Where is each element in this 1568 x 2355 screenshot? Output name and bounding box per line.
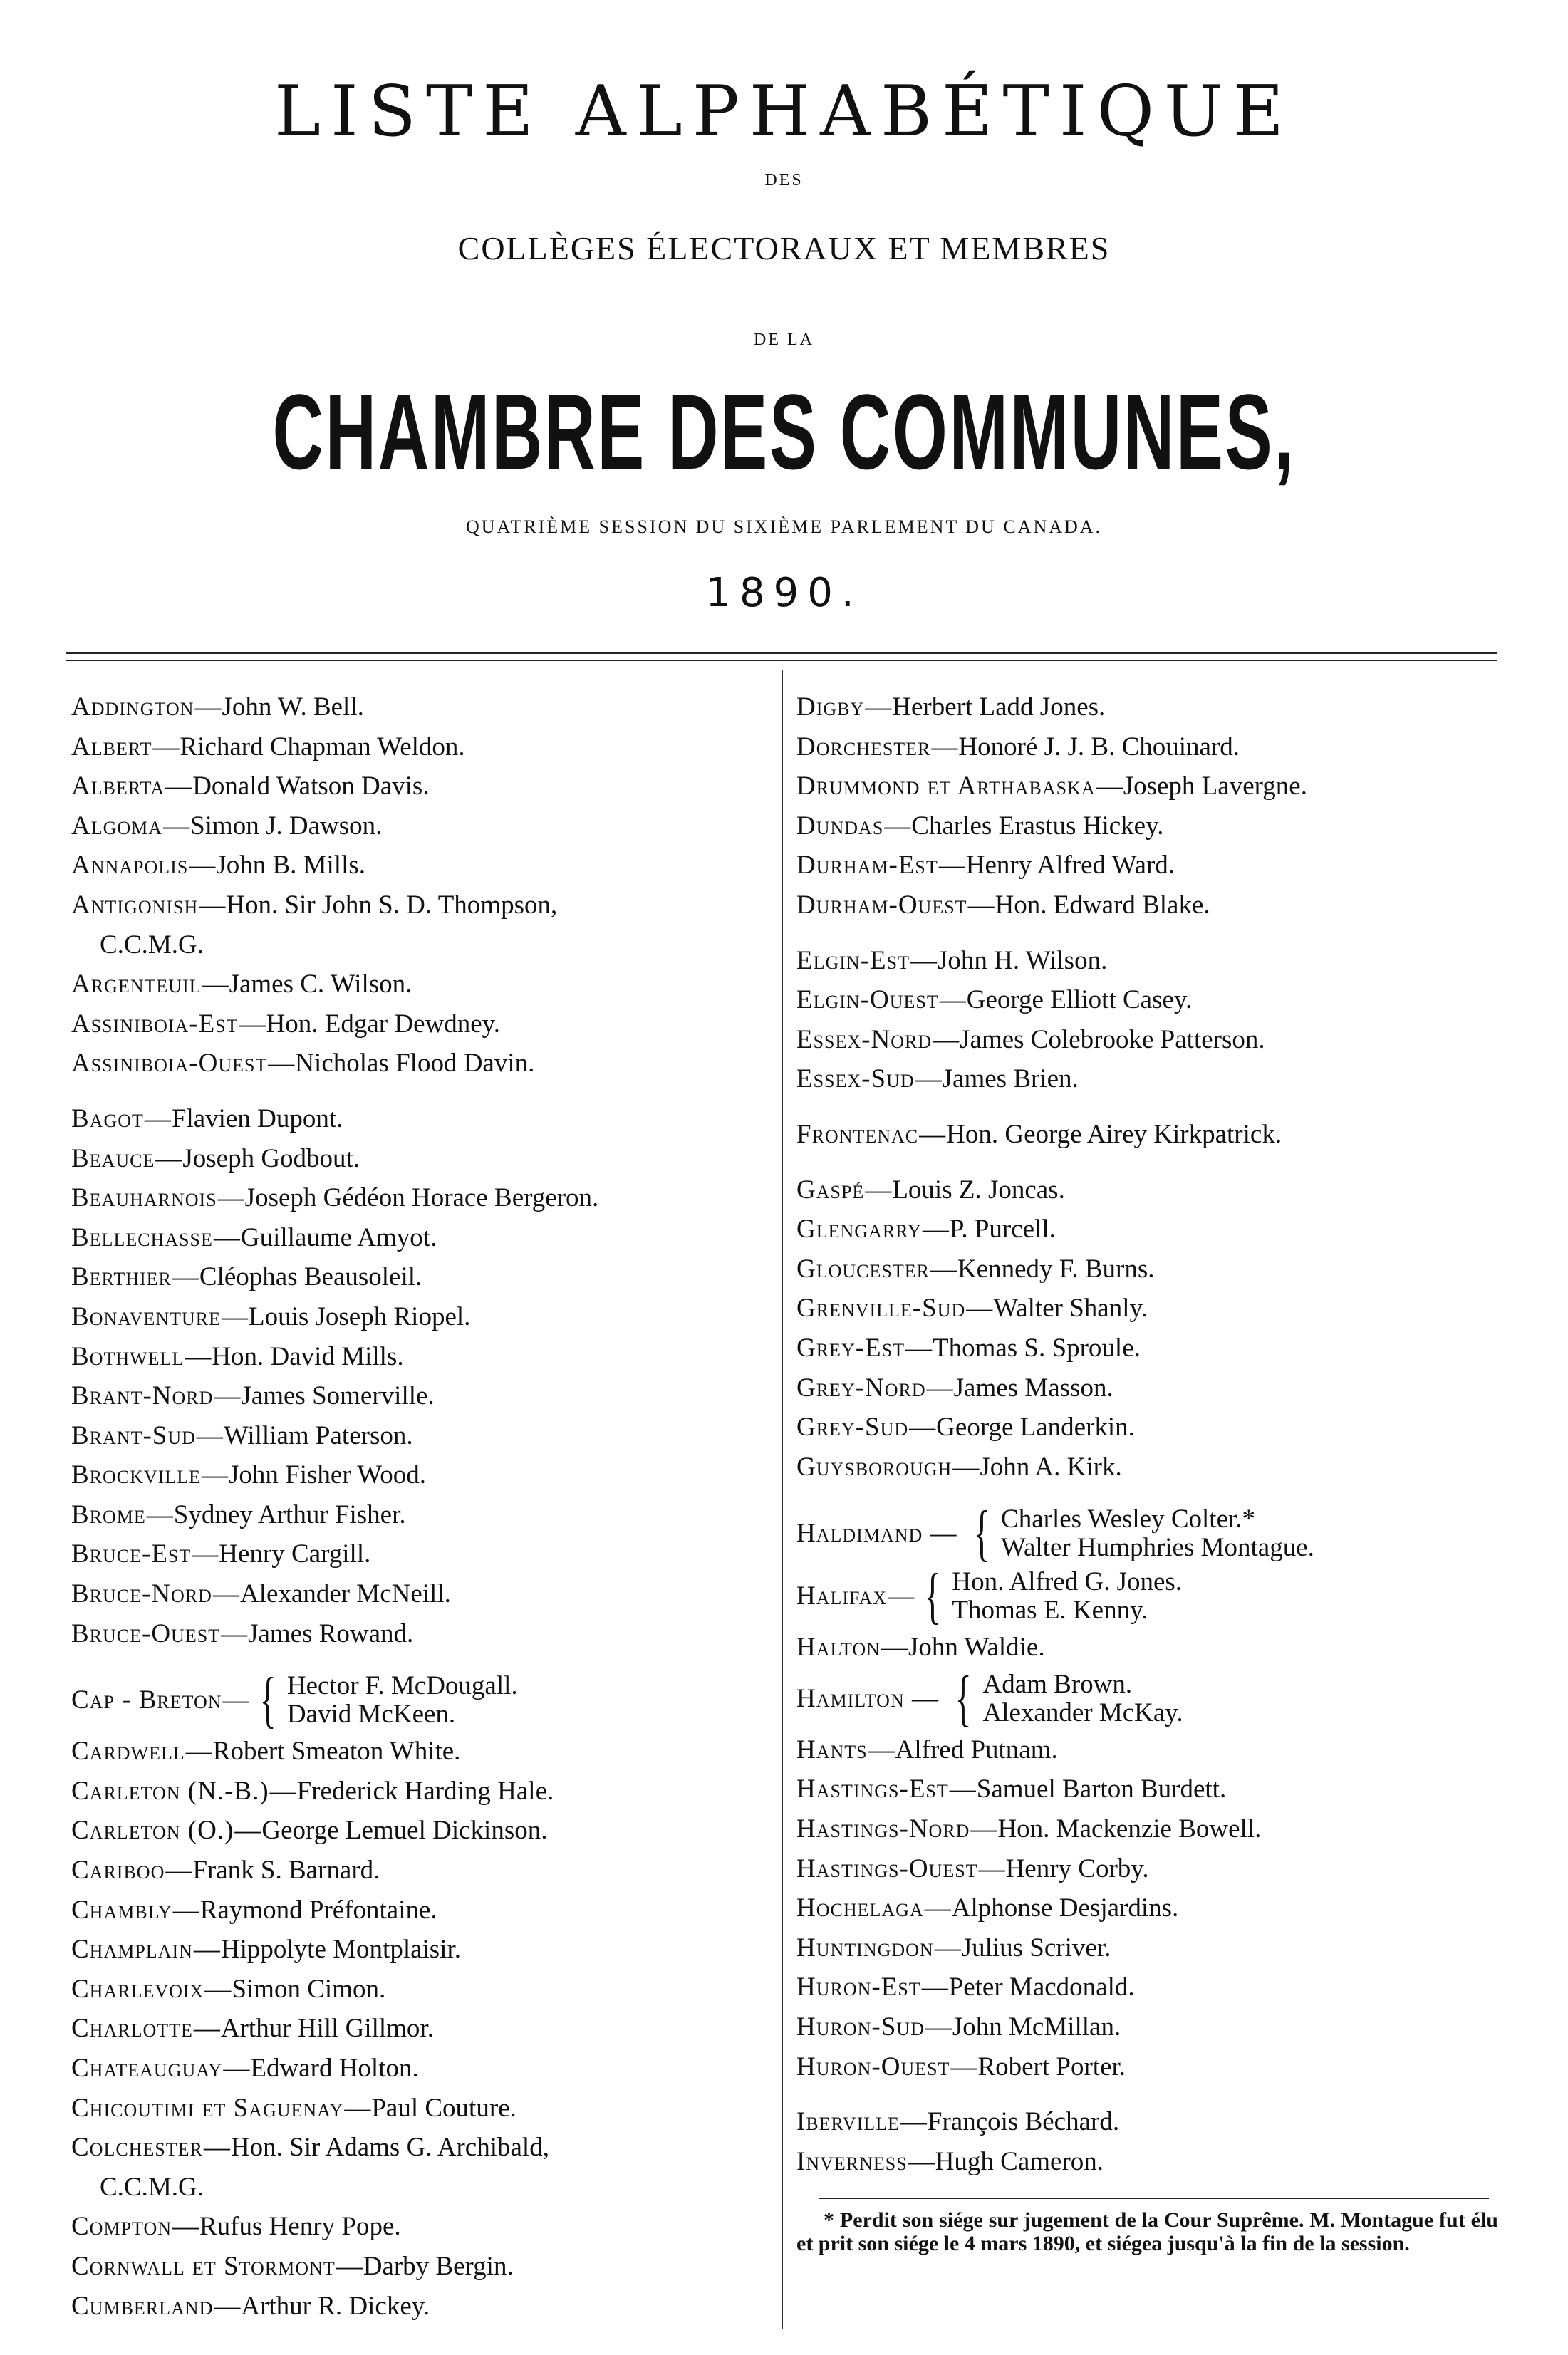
- list-item: Huron-Sud—John McMillan.: [796, 2012, 1121, 2042]
- constituency-name: Durham-Est: [796, 851, 938, 880]
- constituency-name: Charlotte: [71, 2014, 193, 2044]
- member-name: Thomas S. Sproule.: [932, 1333, 1141, 1363]
- constituency-name: Huron-Sud: [796, 2012, 925, 2042]
- list-item: Argenteuil—James C. Wilson.: [71, 969, 412, 999]
- list-item: Essex-Sud—James Brien.: [796, 1064, 1079, 1094]
- member-name: James Brien.: [942, 1064, 1079, 1094]
- constituency-name: Bothwell: [71, 1341, 185, 1371]
- constituency-name: Grey-Nord: [796, 1373, 926, 1403]
- list-item: Bonaventure—Louis Joseph Riopel.: [71, 1301, 471, 1331]
- constituency-name: Beauce: [71, 1143, 155, 1173]
- constituency-name: Dorchester: [796, 732, 931, 761]
- constituency-name: Chicoutimi et Saguenay: [71, 2093, 344, 2123]
- member-name: James Masson.: [953, 1373, 1113, 1403]
- constituency-name: Drummond et Arthabaska: [796, 771, 1096, 801]
- list-item: Antigonish—Hon. Sir John S. D. Thompson, C.C.M.G.: [71, 890, 558, 960]
- constituency-name: Champlain: [71, 1935, 193, 1965]
- member-name-continued: C.C.M.G.: [100, 930, 204, 960]
- member-name: Hon. David Mills.: [212, 1341, 404, 1371]
- constituency-name: Digby: [796, 692, 865, 722]
- title-line1: LISTE ALPHABÉTIQUE: [274, 71, 1294, 152]
- constituency-name: Hants: [796, 1735, 868, 1764]
- footnote: * Perdit son siége sur jugement de la Cour Suprême. M. Montague fut élu et prit son siége le 4 mars 1890, et siégea jusqu'à la fin de la session.: [796, 2208, 1498, 2255]
- list-item: Brant-Nord—James Somerville.: [71, 1381, 435, 1411]
- member-name: John A. Kirk.: [980, 1452, 1122, 1482]
- constituency-name: Gloucester: [796, 1254, 930, 1284]
- constituency-name: Cariboo: [71, 1856, 165, 1886]
- member-name: Alexander McKay.: [982, 1698, 1183, 1727]
- list-item: Berthier—Cléophas Beausoleil.: [71, 1262, 422, 1292]
- constituency-name: Durham-Ouest: [796, 890, 967, 920]
- constituency-name: Cardwell: [71, 1737, 185, 1767]
- member-name: Hon. Sir John S. D. Thompson,: [226, 890, 558, 920]
- list-item: Assiniboia-Est—Hon. Edgar Dewdney.: [71, 1009, 501, 1039]
- constituency-name: Hastings-Ouest: [796, 1854, 978, 1883]
- constituency-name: Guysborough: [796, 1452, 952, 1482]
- constituency-name: Bellechasse: [71, 1222, 213, 1252]
- member-name: William Paterson.: [223, 1420, 413, 1450]
- list-item: Bruce-Est—Henry Cargill.: [71, 1539, 371, 1569]
- constituency-name: Dundas: [796, 811, 884, 841]
- member-name: Charles Erastus Hickey.: [911, 811, 1164, 841]
- member-name: Hon. Edward Blake.: [995, 890, 1210, 920]
- constituency-name: Gaspé: [796, 1175, 865, 1205]
- member-name: Hector F. McDougall.: [286, 1671, 518, 1701]
- member-name: Robert Porter.: [977, 2052, 1126, 2081]
- member-name: Henry Cargill.: [219, 1539, 371, 1569]
- title-des: DES: [764, 171, 804, 189]
- list-item: Bellechasse—Guillaume Amyot.: [71, 1222, 437, 1252]
- list-item: Albert—Richard Chapman Weldon.: [71, 732, 465, 761]
- list-item: Guysborough—John A. Kirk.: [796, 1452, 1122, 1482]
- member-name: Louis Joseph Riopel.: [248, 1301, 471, 1331]
- list-item: Champlain—Hippolyte Montplaisir.: [71, 1935, 462, 1965]
- member-name: Hon. Edgar Dewdney.: [266, 1009, 501, 1039]
- list-item: Cornwall et Stormont—Darby Bergin.: [71, 2251, 514, 2281]
- constituency-name: Assiniboia-Est: [71, 1009, 239, 1039]
- constituency-name: Addington: [71, 692, 194, 722]
- list-item: Bruce-Nord—Alexander McNeill.: [71, 1579, 451, 1609]
- constituency-name: Frontenac: [796, 1119, 919, 1149]
- constituency-name: Algoma: [71, 811, 163, 841]
- list-item: Grey-Nord—James Masson.: [796, 1373, 1113, 1403]
- constituency-name: Carleton (N.-B.): [71, 1776, 269, 1806]
- member-name: Frank S. Barnard.: [192, 1856, 380, 1886]
- member-name: Arthur Hill Gillmor.: [220, 2014, 434, 2044]
- member-name: James Colebrooke Patterson.: [960, 1024, 1265, 1054]
- member-name: Arthur R. Dickey.: [241, 2291, 430, 2321]
- brace-glyph: {: [924, 1561, 941, 1631]
- member-name: Kennedy F. Burns.: [957, 1254, 1155, 1284]
- list-item: Beauharnois—Joseph Gédéon Horace Bergeron.: [71, 1183, 599, 1213]
- list-item: Cumberland—Arthur R. Dickey.: [71, 2291, 430, 2321]
- member-name: Joseph Gédéon Horace Bergeron.: [244, 1183, 599, 1213]
- list-item: Charlotte—Arthur Hill Gillmor.: [71, 2014, 434, 2044]
- member-name: John Fisher Wood.: [229, 1460, 426, 1490]
- member-name: James C. Wilson.: [229, 969, 412, 999]
- list-item: Drummond et Arthabaska—Joseph Lavergne.: [796, 771, 1307, 801]
- member-name: Frederick Harding Hale.: [296, 1776, 554, 1806]
- constituency-name: Annapolis: [71, 851, 189, 880]
- list-item: Hastings-Est—Samuel Barton Burdett.: [796, 1774, 1227, 1804]
- constituency-name: Antigonish: [71, 890, 199, 920]
- member-name: John McMillan.: [952, 2012, 1121, 2042]
- brace-glyph: {: [259, 1665, 276, 1735]
- list-item: Chicoutimi et Saguenay—Paul Couture.: [71, 2093, 516, 2123]
- column-divider: [782, 670, 783, 2329]
- member-name: Simon J. Dawson.: [190, 811, 383, 841]
- constituency-name: Brant-Sud: [71, 1420, 196, 1450]
- member-name: Alexander McNeill.: [239, 1579, 451, 1609]
- constituency-name: Berthier: [71, 1262, 172, 1292]
- member-name: George Landerkin.: [936, 1413, 1135, 1442]
- title-line3: CHAMBRE DES COMMUNES,: [272, 372, 1296, 492]
- member-name: Hon. Alfred G. Jones.: [952, 1567, 1183, 1597]
- member-name: Honoré J. J. B. Chouinard.: [958, 732, 1240, 761]
- member-name: John H. Wilson.: [937, 945, 1108, 975]
- list-item: Charlevoix—Simon Cimon.: [71, 1974, 386, 2004]
- constituency-name: Essex-Sud: [796, 1064, 915, 1094]
- member-name: George Lemuel Dickinson.: [261, 1816, 548, 1846]
- list-item: Gaspé—Louis Z. Joncas.: [796, 1175, 1065, 1205]
- member-name: John W. Bell.: [222, 692, 364, 722]
- constituency-name: Huron-Ouest: [796, 2052, 950, 2081]
- constituency-name: Huntingdon: [796, 1933, 934, 1962]
- list-item: Durham-Est—Henry Alfred Ward.: [796, 851, 1175, 880]
- header-rule-thick: [66, 652, 1497, 654]
- list-item: Dorchester—Honoré J. J. B. Chouinard.: [796, 732, 1240, 761]
- member-name: Joseph Godbout.: [182, 1143, 360, 1173]
- list-item: Gloucester—Kennedy F. Burns.: [796, 1254, 1155, 1284]
- constituency-name: Cumberland: [71, 2291, 214, 2321]
- constituency-name: Hamilton: [796, 1684, 905, 1714]
- member-name: Adam Brown.: [982, 1669, 1133, 1699]
- constituency-name: Bagot: [71, 1103, 144, 1133]
- member-name: Alphonse Desjardins.: [951, 1893, 1179, 1923]
- list-item: Beauce—Joseph Godbout.: [71, 1143, 360, 1173]
- right-column: [796, 687, 1498, 2181]
- title-line2: COLLÈGES ÉLECTORAUX ET MEMBRES: [457, 230, 1111, 266]
- list-item: Carleton (O.)—George Lemuel Dickinson.: [71, 1816, 548, 1846]
- constituency-name: Colchester: [71, 2133, 203, 2163]
- member-name: François Béchard.: [927, 2107, 1120, 2137]
- member-name: Robert Smeaton White.: [212, 1737, 461, 1767]
- constituency-name: Compton: [71, 2212, 172, 2242]
- constituency-name: Alberta: [71, 771, 165, 801]
- list-item: Hants—Alfred Putnam.: [796, 1735, 1058, 1764]
- member-name: Flavien Dupont.: [171, 1103, 343, 1133]
- member-name: James Somerville.: [241, 1381, 435, 1411]
- list-item: Digby—Herbert Ladd Jones.: [796, 692, 1106, 722]
- list-item: Cardwell—Robert Smeaton White.: [71, 1737, 461, 1767]
- constituency-name: Grey-Est: [796, 1333, 905, 1363]
- member-name: George Elliott Casey.: [966, 985, 1193, 1015]
- list-item: Assiniboia-Ouest—Nicholas Flood Davin.: [71, 1049, 535, 1078]
- constituency-name: Hastings-Est: [796, 1774, 949, 1804]
- list-item: Compton—Rufus Henry Pope.: [71, 2212, 401, 2242]
- constituency-name: Glengarry: [796, 1215, 922, 1244]
- member-name: Thomas E. Kenny.: [952, 1596, 1148, 1626]
- list-item: Hastings-Ouest—Henry Corby.: [796, 1854, 1149, 1883]
- list-item: Inverness—Hugh Cameron.: [796, 2146, 1104, 2176]
- list-item: Colchester—Hon. Sir Adams G. Archibald, C.C.M.G.: [71, 2133, 549, 2202]
- brace-glyph: {: [955, 1663, 972, 1733]
- constituency-name: Inverness: [796, 2146, 908, 2176]
- member-name: Henry Corby.: [1005, 1854, 1149, 1883]
- constituency-name: Chambly: [71, 1895, 172, 1925]
- left-column: [71, 687, 766, 2326]
- member-name: Peter Macdonald.: [948, 1972, 1135, 2002]
- member-name: Sydney Arthur Fisher.: [173, 1499, 406, 1529]
- constituency-name: Argenteuil: [71, 969, 202, 999]
- member-name: Louis Z. Joncas.: [892, 1175, 1065, 1205]
- constituency-name: Essex-Nord: [796, 1024, 933, 1054]
- list-item: Cariboo—Frank S. Barnard.: [71, 1856, 380, 1886]
- list-item: Grenville-Sud—Walter Shanly.: [796, 1294, 1148, 1324]
- list-item: Chateauguay—Edward Holton.: [71, 2054, 419, 2083]
- list-item: Hochelaga—Alphonse Desjardins.: [796, 1893, 1179, 1923]
- member-name: Hon. George Airey Kirkpatrick.: [946, 1119, 1282, 1149]
- member-name: Walter Humphries Montague.: [1001, 1533, 1314, 1563]
- list-item: Glengarry—P. Purcell.: [796, 1215, 1056, 1244]
- constituency-name: Chateauguay: [71, 2054, 223, 2083]
- list-item: Elgin-Est—John H. Wilson.: [796, 945, 1108, 975]
- member-name: Darby Bergin.: [363, 2251, 514, 2281]
- subtitle: QUATRIÈME SESSION DU SIXIÈME PARLEMENT DU CANADA.: [465, 516, 1103, 537]
- list-item: Grey-Sud—George Landerkin.: [796, 1413, 1135, 1442]
- year: 1890.: [705, 570, 863, 616]
- constituency-name: Hochelaga: [796, 1893, 924, 1923]
- member-name: Nicholas Flood Davin.: [295, 1049, 535, 1078]
- list-item: Hastings-Nord—Hon. Mackenzie Bowell.: [796, 1814, 1262, 1844]
- list-item: Halton—John Waldie.: [796, 1633, 1045, 1663]
- list-item: Algoma—Simon J. Dawson.: [71, 811, 383, 841]
- list-item: Bagot—Flavien Dupont.: [71, 1103, 343, 1133]
- list-item: Halifax — { Hon. Alfred G. Jones. Thomas E. Kenny.: [796, 1561, 1183, 1631]
- constituency-name: Bruce-Est: [71, 1539, 192, 1569]
- list-item: Grey-Est—Thomas S. Sproule.: [796, 1333, 1141, 1363]
- constituency-name: Albert: [71, 732, 152, 761]
- member-name: James Rowand.: [248, 1618, 414, 1648]
- constituency-name: Elgin-Ouest: [796, 985, 939, 1015]
- constituency-name: Bruce-Nord: [71, 1579, 212, 1609]
- constituency-name: Brockville: [71, 1460, 201, 1490]
- constituency-name: Huron-Est: [796, 1972, 921, 2002]
- member-name: Walter Shanly.: [993, 1294, 1148, 1324]
- member-name: Cléophas Beausoleil.: [199, 1262, 422, 1292]
- member-name: Edward Holton.: [250, 2054, 419, 2083]
- member-name: Rufus Henry Pope.: [199, 2212, 401, 2242]
- list-item: Dundas—Charles Erastus Hickey.: [796, 811, 1164, 841]
- list-item: Hamilton — { Adam Brown. Alexander McKay.: [796, 1663, 1183, 1733]
- constituency-name: Hastings-Nord: [796, 1814, 970, 1844]
- list-item: Addington—John W. Bell.: [71, 692, 364, 722]
- member-name: John B. Mills.: [216, 851, 366, 880]
- constituency-name: Cornwall et Stormont: [71, 2251, 336, 2281]
- list-item: Haldimand — { Charles Wesley Colter.* Walter Humphries Montague.: [796, 1499, 1314, 1569]
- header-rule-thin: [66, 660, 1497, 661]
- member-name: Alfred Putnam.: [895, 1735, 1058, 1764]
- list-item: Brant-Sud—William Paterson.: [71, 1420, 413, 1450]
- member-name: Simon Cimon.: [232, 1974, 386, 2004]
- member-name-continued: C.C.M.G.: [100, 2172, 204, 2202]
- constituency-name: Brant-Nord: [71, 1381, 214, 1411]
- member-name: Joseph Lavergne.: [1123, 771, 1307, 801]
- constituency-name: Carleton (O.): [71, 1816, 234, 1846]
- list-item: Bothwell—Hon. David Mills.: [71, 1341, 404, 1371]
- constituency-name: Iberville: [796, 2107, 900, 2137]
- constituency-name: Bonaventure: [71, 1301, 221, 1331]
- list-item: Huntingdon—Julius Scriver.: [796, 1933, 1111, 1962]
- member-name: Herbert Ladd Jones.: [892, 692, 1106, 722]
- member-name: Samuel Barton Burdett.: [976, 1774, 1227, 1804]
- constituency-name: Elgin-Est: [796, 945, 910, 975]
- member-name: Guillaume Amyot.: [240, 1222, 437, 1252]
- constituency-name: Grey-Sud: [796, 1413, 909, 1442]
- constituency-name: Halton: [796, 1633, 881, 1663]
- list-item: Chambly—Raymond Préfontaine.: [71, 1895, 437, 1925]
- list-item: Carleton (N.-B.)—Frederick Harding Hale.: [71, 1776, 554, 1806]
- footnote-rule: [819, 2198, 1489, 2199]
- member-name: Hon. Sir Adams G. Archibald,: [230, 2133, 549, 2163]
- list-item: Huron-Ouest—Robert Porter.: [796, 2052, 1126, 2081]
- constituency-name: Charlevoix: [71, 1974, 204, 2004]
- member-name: Hippolyte Montplaisir.: [220, 1935, 462, 1965]
- title-de-la: DE LA: [754, 331, 814, 349]
- list-item: Annapolis—John B. Mills.: [71, 851, 366, 880]
- list-item: Essex-Nord—James Colebrooke Patterson.: [796, 1024, 1265, 1054]
- member-name: John Waldie.: [908, 1633, 1045, 1663]
- member-name: Raymond Préfontaine.: [199, 1895, 437, 1925]
- list-item: Elgin-Ouest—George Elliott Casey.: [796, 985, 1193, 1015]
- list-item: Iberville—François Béchard.: [796, 2107, 1120, 2137]
- constituency-name: Brome: [71, 1499, 146, 1529]
- member-name: Paul Couture.: [371, 2093, 516, 2123]
- constituency-name: Halifax: [796, 1581, 888, 1611]
- member-name: Hon. Mackenzie Bowell.: [997, 1814, 1262, 1844]
- member-name: Henry Alfred Ward.: [965, 851, 1175, 880]
- member-name: David McKeen.: [286, 1700, 456, 1730]
- constituency-name: Grenville-Sud: [796, 1294, 966, 1324]
- list-item: Brockville—John Fisher Wood.: [71, 1460, 426, 1490]
- member-name: Donald Watson Davis.: [192, 771, 430, 801]
- member-name: Hugh Cameron.: [935, 2146, 1104, 2176]
- member-name: Charles Wesley Colter.*: [1001, 1504, 1256, 1534]
- member-name: P. Purcell.: [949, 1215, 1056, 1244]
- list-item: Brome—Sydney Arthur Fisher.: [71, 1499, 406, 1529]
- list-item: Huron-Est—Peter Macdonald.: [796, 1972, 1135, 2002]
- constituency-name: Bruce-Ouest: [71, 1618, 221, 1648]
- constituency-name: Haldimand: [796, 1519, 923, 1549]
- list-item: Frontenac—Hon. George Airey Kirkpatrick.: [796, 1119, 1282, 1149]
- list-item: Alberta—Donald Watson Davis.: [71, 771, 430, 801]
- member-name: Richard Chapman Weldon.: [180, 732, 465, 761]
- list-item: Cap - Breton — { Hector F. McDougall. David McKeen.: [71, 1665, 518, 1735]
- list-item: Bruce-Ouest—James Rowand.: [71, 1618, 414, 1648]
- constituency-name: Cap - Breton: [71, 1685, 222, 1715]
- member-name: Julius Scriver.: [961, 1933, 1111, 1962]
- brace-glyph: {: [973, 1499, 990, 1569]
- constituency-name: Beauharnois: [71, 1183, 217, 1213]
- constituency-name: Assiniboia-Ouest: [71, 1049, 268, 1078]
- list-item: Durham-Ouest—Hon. Edward Blake.: [796, 890, 1210, 920]
